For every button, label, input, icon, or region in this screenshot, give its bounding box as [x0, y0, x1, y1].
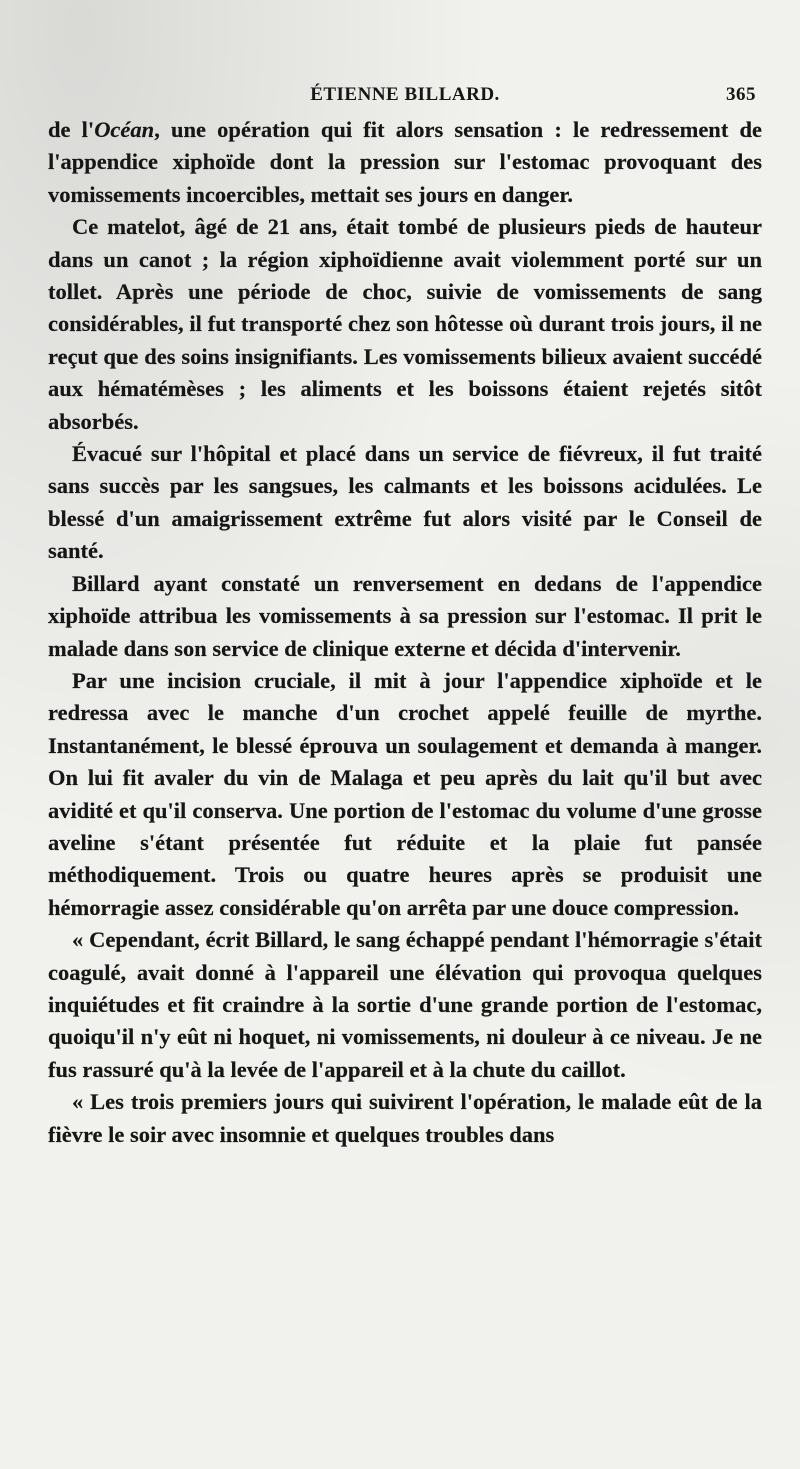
- running-title: ÉTIENNE BILLARD.: [310, 84, 500, 105]
- paragraph-quote-1: « Cependant, écrit Billard, le sang échappé pendant l'hémorragie s'était coagulé, avait donné à l'appareil une élévation qui provoqua quelques inquiétudes et fit craindre à la sortie d'une grande portion de l'estomac, quoiqu'il n'y eût ni hoquet, ni vomissements, ni douleur à ce niveau. Je ne fus rassuré qu'à la levée de l'appareil et à la chute du caillot.: [48, 927, 762, 1082]
- paragraph-continuation: [48, 114, 762, 211]
- paragraph-0-rest: , une opération qui fit alors sensation : le redressement de l'appendice xiphoïde dont la pression sur l'estomac provoquant des vomissements incoercibles, mettait ses jours en danger.: [48, 117, 762, 207]
- paragraph-diagnosis: Billard ayant constaté un renversement en dedans de l'appendice xiphoïde attribua les vomissements à sa pression sur l'estomac. Il prit le malade dans son service de clinique externe et décida d'intervenir.: [48, 570, 762, 661]
- body-text: [48, 114, 762, 1151]
- paragraph-operation: Par une incision cruciale, il mit à jour l'appendice xiphoïde et le redressa avec le manche d'un crochet appelé feuille de myrthe. Instantanément, le blessé éprouva un soulagement et demanda à manger. On lui fit avaler du vin de Malaga et peu après du lait qu'il but avec avidité et qu'il conserva. Une portion de l'estomac du volume d'une grosse aveline s'étant présentée fut réduite et la plaie fut pansée méthodiquement. Trois ou quatre heures après se produisit une hémorragie assez considérable qu'on arrêta par une douce compression.: [48, 667, 762, 920]
- page-number: 365: [726, 84, 756, 105]
- paragraph-0-prefix: de l': [48, 117, 95, 142]
- paragraph-quote-2: « Les trois premiers jours qui suivirent l'opération, le malade eût de la fièvre le soir avec insomnie et quelques troubles dans: [48, 1089, 762, 1147]
- ship-name: Océan: [94, 117, 155, 142]
- book-page: [48, 80, 762, 1151]
- paragraph-evacuation: Évacué sur l'hôpital et placé dans un service de fiévreux, il fut traité sans succès par les sangsues, les calmants et les boissons acidulées. Le blessé d'un amaigrissement extrême fut alors visité par le Conseil de santé.: [48, 441, 762, 564]
- running-head: [48, 80, 762, 114]
- paragraph-case-history: Ce matelot, âgé de 21 ans, était tombé de plusieurs pieds de hauteur dans un canot ; la région xiphoïdienne avait violemment porté sur un tollet. Après une période de choc, suivie de vomissements de sang considérables, il fut transporté chez son hôtesse où durant trois jours, il ne reçut que des soins insignifiants. Les vomissements bilieux avaient succédé aux hématémèses ; les aliments et les boissons étaient rejetés sitôt absorbés.: [48, 214, 762, 434]
